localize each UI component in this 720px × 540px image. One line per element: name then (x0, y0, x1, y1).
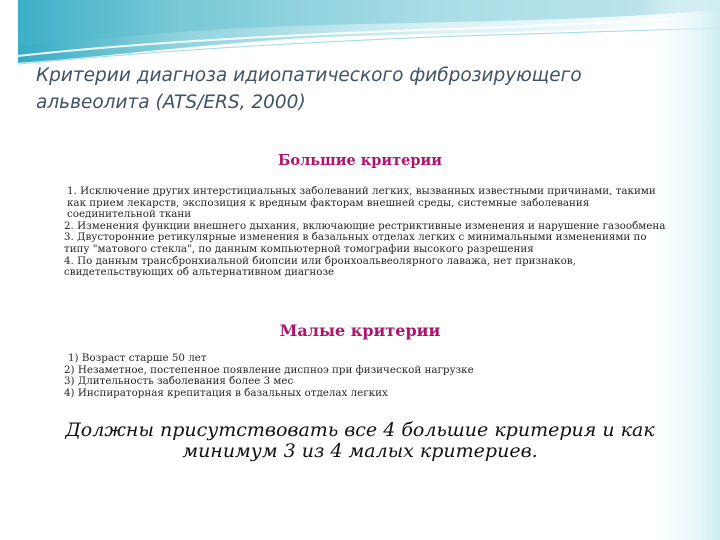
minor-criterion-3: 3) Длительность заболевания более 3 мес (64, 375, 294, 388)
major-criterion-1: 1. Исключение других интерстициальных заболеваний легких, вызванных известными причинами, такими как прием лекарств, экспозиция к вредным факторам внешней среды, системные заболевания соединительной ткани (67, 185, 656, 221)
major-criteria-heading: Большие критерии (278, 152, 442, 169)
major-criterion-4: 4. По данным трансбронхиальной биопсии или бронхоальвеолярного лаважа, нет признаков, свидетельствующих об альтернативном диагнозе (64, 254, 576, 279)
major-criterion-3: 3. Двусторонние ретикулярные изменения в базальных отделах легких с минимальными изменениями по типу "матового стекла", по данным компьютерной томографии высокого разрешения (64, 231, 647, 255)
slide-title: Критерии диагноза идиопатического фиброзирующего альвеолита (ATS/ERS, 2000) (36, 65, 582, 113)
major-criterion-2: 2. Изменения функции внешнего дыхания, включающие рестриктивные изменения и нарушение газообмена (64, 219, 666, 232)
minor-criteria-list (64, 353, 624, 399)
minor-criteria-heading: Малые критерии (279, 321, 441, 340)
conclusion-text: Должны присутствовать все 4 большие критерия и как минимум 3 из 4 малых критериев. (65, 419, 655, 462)
minor-criterion-4: 4) Инспираторная крепитация в базальных отделах легких (64, 386, 388, 399)
minor-criterion-1: 1) Возраст старше 50 лет (68, 352, 207, 364)
minor-criterion-2: 2) Незаметное, постепенное появление диспноэ при физической нагрузке (64, 363, 474, 376)
major-criteria-list (64, 186, 674, 279)
